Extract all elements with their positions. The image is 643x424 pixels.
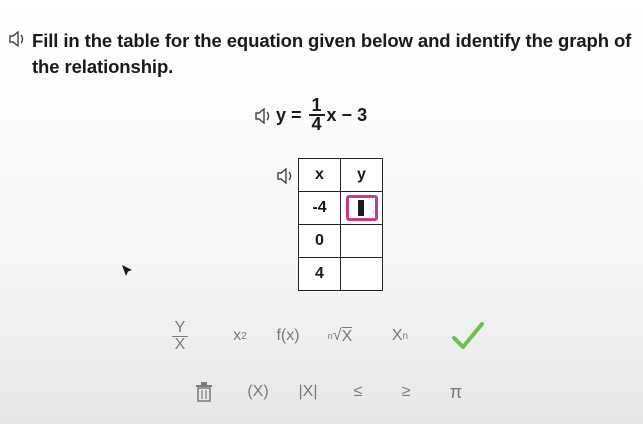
- radical-icon: √: [332, 327, 342, 344]
- fraction-bottom: X: [174, 335, 186, 353]
- math-toolbar-row-2: [190, 374, 480, 410]
- fraction-denominator: 4: [311, 114, 322, 134]
- header-y: y: [341, 159, 383, 192]
- text-cursor: [358, 200, 364, 216]
- y-input-cell[interactable]: [341, 258, 383, 291]
- subscript-sub: n: [402, 330, 409, 342]
- absolute-value-button[interactable]: |X|: [298, 383, 318, 400]
- subscript-base: X: [391, 327, 403, 344]
- pi-button[interactable]: π: [449, 381, 463, 402]
- y-input-cell[interactable]: [341, 225, 383, 258]
- exponent-button[interactable]: [222, 322, 258, 350]
- x-cell: 4: [299, 258, 341, 291]
- equation-lhs: y =: [276, 104, 307, 125]
- table-header-row: [299, 159, 383, 192]
- fraction-top: Y: [174, 318, 186, 336]
- check-answer-button[interactable]: [448, 316, 488, 356]
- table-row: [299, 225, 383, 258]
- math-toolbar-row-1: [160, 316, 500, 356]
- equation-fraction: [309, 97, 325, 133]
- header-x: x: [299, 159, 341, 192]
- function-button[interactable]: f(x): [276, 327, 300, 344]
- speaker-icon[interactable]: [254, 108, 272, 124]
- equation: [276, 90, 367, 140]
- fraction-numerator: 1: [309, 97, 325, 116]
- root-radicand: X: [341, 327, 353, 345]
- question-prompt: Fill in the table for the equation given below and identify the graph of the relationship.: [32, 30, 632, 77]
- fraction-button[interactable]: [164, 316, 196, 356]
- speaker-icon[interactable]: [276, 168, 294, 184]
- checkmark-icon: [451, 321, 485, 351]
- values-table: [298, 158, 383, 291]
- root-index: n: [327, 331, 333, 341]
- mouse-pointer-icon: [121, 264, 133, 283]
- subscript-button[interactable]: [382, 322, 418, 350]
- trash-button[interactable]: [190, 378, 218, 406]
- table-row: [299, 192, 383, 225]
- trash-icon: [195, 382, 213, 402]
- exponent-sup: 2: [241, 330, 247, 342]
- y-input-cell[interactable]: [341, 192, 383, 225]
- y-input-active[interactable]: [346, 195, 378, 221]
- speaker-icon[interactable]: [8, 31, 26, 47]
- x-cell: 0: [299, 225, 341, 258]
- table-row: [299, 258, 383, 291]
- parentheses-button[interactable]: (X): [247, 383, 269, 400]
- x-cell: -4: [299, 192, 341, 225]
- nth-root-button[interactable]: [318, 322, 362, 350]
- exponent-base: x: [233, 327, 242, 344]
- greater-or-equal-button[interactable]: ≥: [401, 383, 411, 400]
- less-or-equal-button[interactable]: ≤: [353, 383, 363, 400]
- equation-rhs: x − 3: [326, 104, 368, 125]
